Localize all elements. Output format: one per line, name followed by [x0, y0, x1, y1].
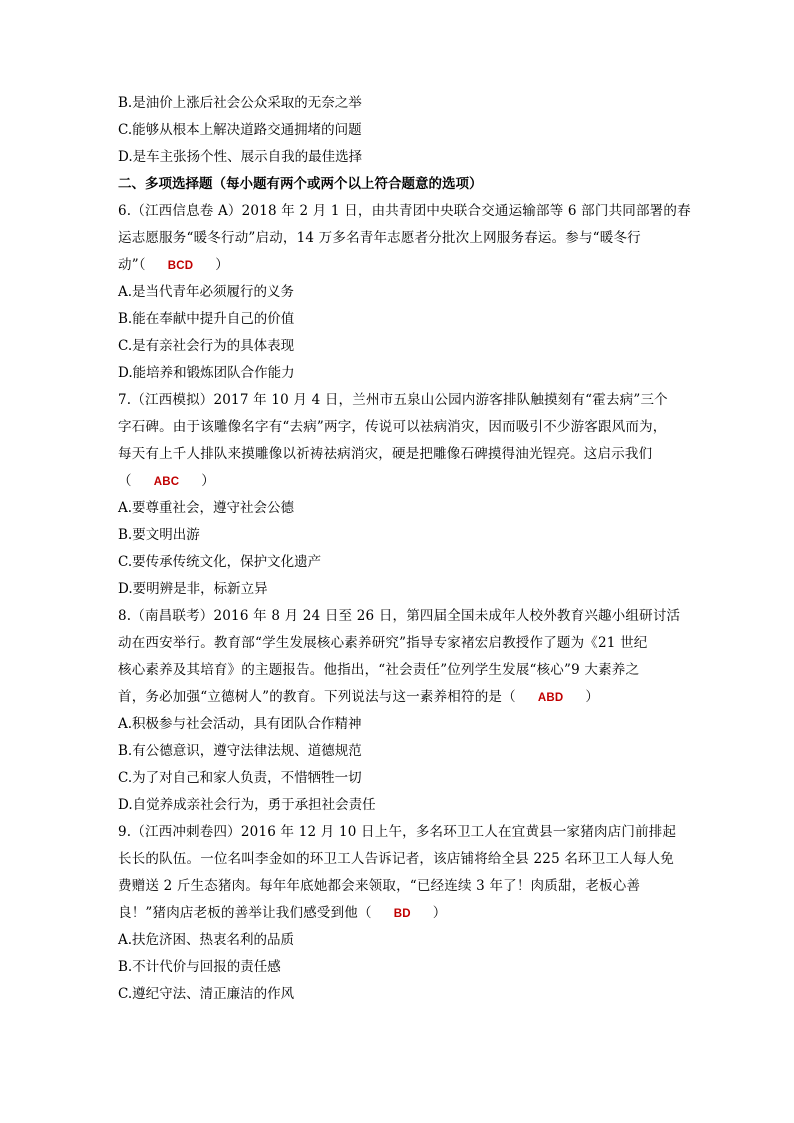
q9-stem-text: 良！”猪肉店老板的善举让我们感受到他（: [118, 905, 372, 921]
q8-option-b: B.有公德意识，遵守法律法规、道德规范: [118, 743, 362, 759]
q8-stem-line3: 核心素养及其培育》的主题报告。他指出，“社会责任”位列学生发展“核心”9 大素养之: [118, 662, 640, 678]
q9-answer: BD: [393, 908, 411, 920]
q6-option-b: B.能在奉献中提升自己的价值: [118, 311, 295, 327]
q6-stem-line1: 6.（江西信息卷 A）2018 年 2 月 1 日，由共青团中央联合交通运输部等 6 部门共同部署的春: [118, 203, 691, 219]
q7-option-c: C.要传承传统文化，保护文化遗产: [118, 554, 322, 570]
q8-answer: ABD: [537, 692, 564, 704]
q7-option-b: B.要文明出游: [118, 527, 200, 543]
q7-option-d: D.要明辨是非，标新立异: [118, 581, 268, 597]
prev-option-c: C.能够从根本上解决道路交通拥堵的问题: [118, 122, 362, 138]
q7-stem-line4: [118, 468, 678, 495]
q6-option-a: A.是当代青年必须履行的义务: [118, 284, 295, 300]
q6-stem-text: 动”（: [118, 257, 146, 273]
q9-option-b: B.不计代价与回报的责任感: [118, 959, 281, 975]
q7-stem-line3: 每天有上千人排队来摸雕像以祈祷祛病消灾，硬是把雕像石碑摸得油光锃亮。这启示我们: [118, 446, 653, 462]
q6-option-c: C.是有亲社会行为的具体表现: [118, 338, 295, 354]
q9-stem-line4: [118, 900, 678, 927]
q8-stem-line1: 8.（南昌联考）2016 年 8 月 24 日至 26 日，第四届全国未成年人校外教育兴趣小组研讨活: [118, 608, 681, 624]
document-page: [118, 90, 691, 1008]
q9-stem-line2: 长长的队伍。一位名叫李金如的环卫工人告诉记者，该店铺将给全县 225 名环卫工人每人免: [118, 851, 674, 867]
q6-close-paren: ）: [215, 257, 229, 273]
q6-stem-line3: [118, 252, 678, 279]
q7-stem-line2: 字石碑。由于该雕像名字有“去病”两字，传说可以祛病消灾，因而吸引不少游客跟风而为，: [118, 419, 667, 435]
q8-option-c: C.为了对自己和家人负责，不惜牺牲一切: [118, 770, 362, 786]
q6-option-d: D.能培养和锻炼团队合作能力: [118, 365, 295, 381]
q7-close-paren: ）: [201, 473, 215, 489]
q7-stem-line1: 7.（江西模拟）2017 年 10 月 4 日，兰州市五泉山公园内游客排队触摸刻有“霍去病”三个: [118, 392, 668, 408]
q8-stem-line4: [118, 684, 678, 711]
q9-option-a: A.扶危济困、热衷名利的品质: [118, 932, 295, 948]
q8-stem-text: 首，务必加强“立德树人”的教育。下列说法与这一素养相符的是（: [118, 689, 516, 705]
q7-answer: ABC: [153, 476, 180, 488]
q6-stem-line2: 运志愿服务“暖冬行动”启动，14 万多名青年志愿者分批次上网服务春运。参与“暖冬行: [118, 230, 641, 246]
prev-option-b: B.是油价上涨后社会公众采取的无奈之举: [118, 95, 362, 111]
q9-stem-line3: 费赠送 2 斤生态猪肉。每年年底她都会来领取，“已经连续 3 年了！肉质甜，老板心善: [118, 878, 641, 894]
q9-close-paren: ）: [432, 905, 447, 921]
section-title: 二、多项选择题（每小题有两个或两个以上符合题意的选项）: [118, 176, 483, 192]
q8-option-d: D.自觉养成亲社会行为，勇于承担社会责任: [118, 797, 376, 813]
prev-option-d: D.是车主张扬个性、展示自我的最佳选择: [118, 149, 363, 165]
q8-stem-line2: 动在西安举行。教育部“学生发展核心素养研究”指导专家褚宏启教授作了题为《21 世纪: [118, 635, 648, 651]
q8-option-a: A.积极参与社会活动，具有团队合作精神: [118, 716, 362, 732]
q7-option-a: A.要尊重社会，遵守社会公德: [118, 500, 295, 516]
q6-answer: BCD: [167, 260, 194, 272]
q8-close-paren: ）: [585, 689, 600, 705]
q9-option-c: C.遵纪守法、清正廉洁的作风: [118, 986, 295, 1002]
q7-open-paren: （: [118, 473, 132, 489]
q9-stem-line1: 9.（江西冲刺卷四）2016 年 12 月 10 日上午，多名环卫工人在宜黄县一家猪肉店门前排起: [118, 824, 677, 840]
